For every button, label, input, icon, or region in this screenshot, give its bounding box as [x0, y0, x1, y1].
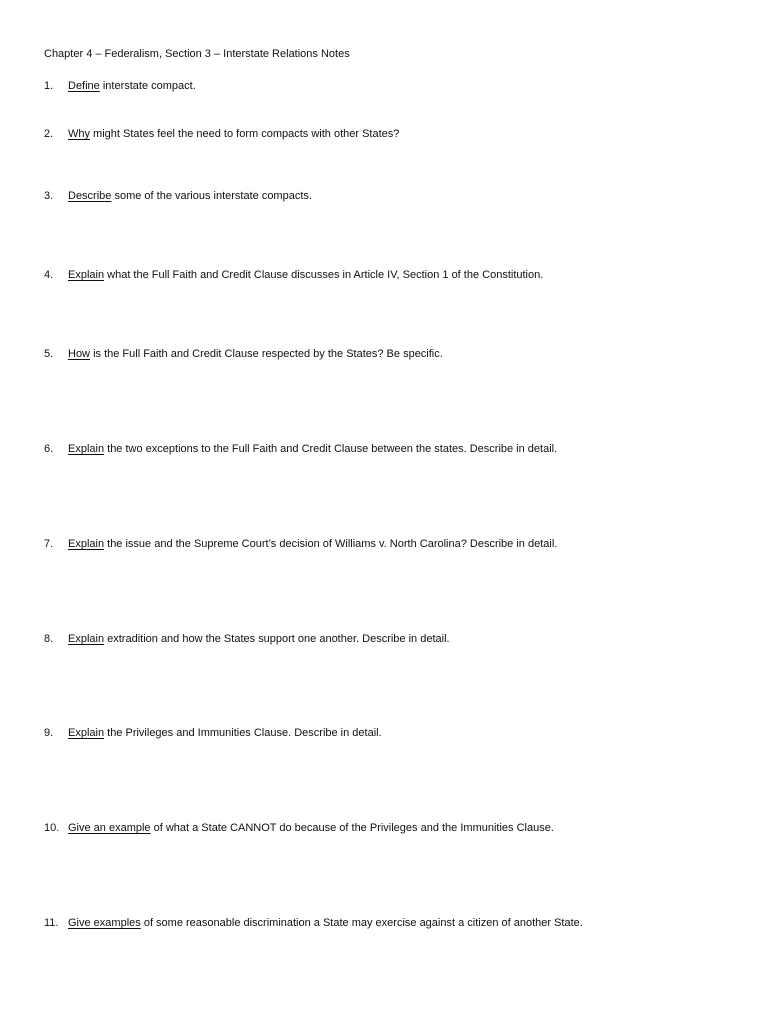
- question-9: [44, 726, 382, 740]
- question-8: [44, 632, 450, 646]
- question-verb: Explain: [68, 269, 105, 281]
- question-text: the Privileges and Immunities Clause. Describe in detail.: [104, 727, 382, 739]
- question-verb: Describe: [68, 190, 112, 202]
- question-verb: Define: [68, 80, 100, 92]
- question-verb: Explain: [68, 538, 105, 550]
- question-2: [44, 127, 399, 141]
- question-verb: Explain: [68, 633, 105, 645]
- question-number: 9.: [44, 727, 54, 739]
- question-number: 7.: [44, 538, 54, 550]
- question-number: 8.: [44, 633, 54, 645]
- question-verb: Give examples: [68, 917, 141, 929]
- question-number: 10.: [44, 822, 60, 834]
- question-3: [44, 189, 312, 203]
- question-text: of some reasonable discrimination a State may exercise against a citizen of another State.: [140, 917, 583, 929]
- question-text: interstate compact.: [99, 80, 196, 92]
- question-verb: How: [68, 348, 91, 360]
- question-5: [44, 347, 443, 361]
- question-number: 6.: [44, 443, 54, 455]
- question-number: 3.: [44, 190, 54, 202]
- question-number: 4.: [44, 269, 54, 281]
- question-6: [44, 442, 557, 456]
- question-7: [44, 537, 557, 551]
- question-verb: Give an example: [68, 822, 151, 834]
- question-text: what the Full Faith and Credit Clause discusses in Article IV, Section 1 of the Constitution.: [104, 269, 544, 281]
- question-text: the issue and the Supreme Court’s decision of Williams v. North Carolina? Describe in detail.: [104, 538, 558, 550]
- question-text: is the Full Faith and Credit Clause respected by the States? Be specific.: [90, 348, 443, 360]
- question-10: [44, 821, 554, 835]
- question-verb: Explain: [68, 443, 105, 455]
- page-title: Chapter 4 – Federalism, Section 3 – Interstate Relations Notes: [44, 48, 350, 60]
- question-1: [44, 79, 196, 93]
- question-text: might States feel the need to form compacts with other States?: [90, 128, 400, 140]
- question-text: extradition and how the States support one another. Describe in detail.: [104, 633, 450, 645]
- question-11: [44, 916, 583, 930]
- question-text: the two exceptions to the Full Faith and Credit Clause between the states. Describe in detail.: [104, 443, 558, 455]
- question-verb: Why: [68, 128, 90, 140]
- question-text: some of the various interstate compacts.: [111, 190, 312, 202]
- question-number: 1.: [44, 80, 54, 92]
- question-number: 2.: [44, 128, 54, 140]
- question-4: [44, 268, 543, 282]
- question-number: 5.: [44, 348, 54, 360]
- question-number: 11.: [44, 917, 59, 929]
- question-text: of what a State CANNOT do because of the Privileges and the Immunities Clause.: [150, 822, 554, 834]
- question-verb: Explain: [68, 727, 105, 739]
